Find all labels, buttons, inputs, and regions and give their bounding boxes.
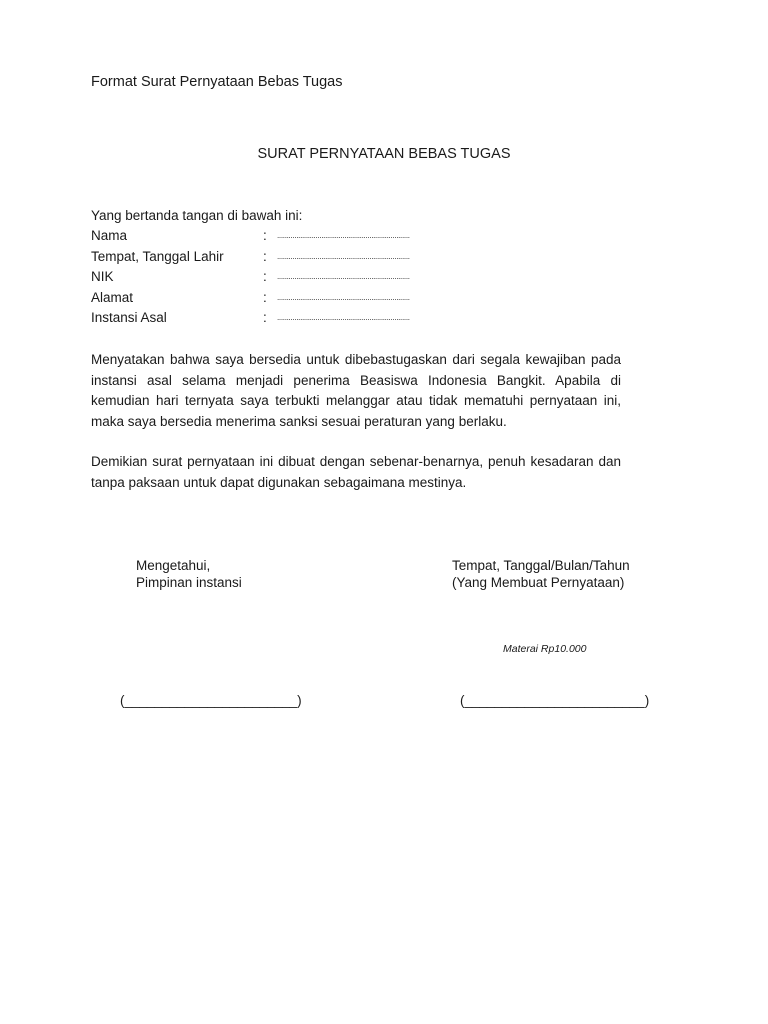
signature-left-line-1: Mengetahui, bbox=[136, 558, 211, 573]
field-label: Instansi Asal bbox=[91, 310, 167, 325]
field-row-instansi-asal bbox=[91, 308, 511, 329]
signature-right-line-1: Tempat, Tanggal/Bulan/Tahun bbox=[452, 558, 630, 573]
signature-block-right bbox=[452, 557, 630, 591]
field-label: NIK bbox=[91, 269, 114, 284]
intro-text: Yang bertanda tangan di bawah ini: bbox=[91, 208, 303, 223]
field-colon: : bbox=[263, 248, 267, 264]
stamp-duty-note: Materai Rp10.000 bbox=[503, 643, 587, 655]
field-blank-line: ..................................................................... bbox=[277, 313, 410, 322]
field-blank-line: ..................................................................... bbox=[277, 292, 410, 302]
field-row-alamat bbox=[91, 288, 511, 309]
signature-blank-left: (_______________________) bbox=[120, 693, 302, 708]
signature-left-line-2: Pimpinan instansi bbox=[136, 575, 242, 590]
page-heading: Format Surat Pernyataan Bebas Tugas bbox=[91, 74, 343, 90]
field-row-tempat-tanggal-lahir bbox=[91, 247, 511, 268]
signature-right-line-2: (Yang Membuat Pernyataan) bbox=[452, 575, 625, 590]
field-colon: : bbox=[263, 269, 267, 284]
field-colon: : bbox=[263, 310, 267, 325]
closing-paragraph: Demikian surat pernyataan ini dibuat dengan sebenar-benarnya, penuh kesadaran dan tanpa paksaan untuk dapat digunakan sebagaimana mestinya. bbox=[91, 454, 621, 490]
field-colon: : bbox=[263, 289, 267, 305]
statement-paragraph: Menyatakan bahwa saya bersedia untuk dibebastugaskan dari segala kewajiban pada instansi asal selama menjadi penerima Beasiswa Indonesia Bangkit. Apabila di kemudian hari ternyata saya terbukti melanggar atau tidak mematuhi pernyataan ini, maka saya bersedia menerima sanksi sesuai peraturan yang berlaku. bbox=[91, 352, 621, 429]
field-label: Nama bbox=[91, 228, 128, 243]
field-colon: : bbox=[263, 228, 267, 243]
signature-blank-right: (________________________) bbox=[460, 693, 650, 708]
field-blank-line: ..................................................................... bbox=[277, 231, 410, 240]
identity-fields bbox=[91, 226, 511, 329]
document-title: SURAT PERNYATAAN BEBAS TUGAS bbox=[257, 146, 511, 162]
field-blank-line: ..................................................................... bbox=[277, 272, 410, 281]
field-label: Tempat, Tanggal Lahir bbox=[91, 248, 224, 264]
field-row-nik bbox=[91, 267, 511, 288]
field-blank-line: ..................................................................... bbox=[277, 251, 410, 261]
field-row-nama bbox=[91, 226, 511, 247]
field-label: Alamat bbox=[91, 289, 134, 305]
signature-block-left bbox=[136, 557, 242, 591]
